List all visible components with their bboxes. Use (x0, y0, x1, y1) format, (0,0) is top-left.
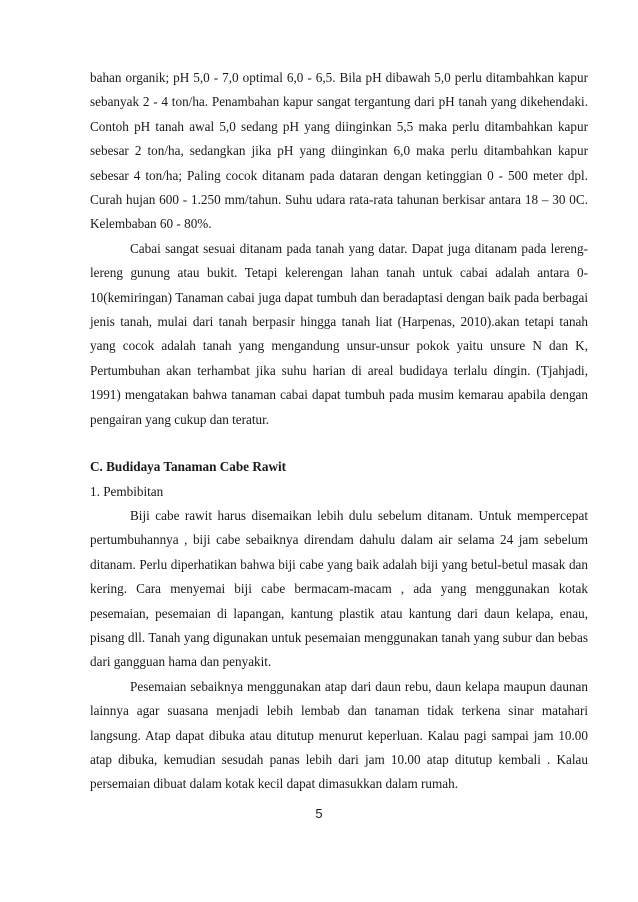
section-subheading: 1. Pembibitan (90, 483, 164, 499)
page-number: 5 (315, 806, 323, 821)
page-content (90, 66, 588, 797)
paragraph-seeding: Biji cabe rawit harus disemaikan lebih dulu sebelum ditanam. Untuk mempercepat pertumbuhannya , biji cabe sebaiknya direndam dahulu dalam air selama 24 jam sebelum ditanam. Perlu diperhatikan bahwa biji cabe yang baik adalah biji yang betul-betul masak dan kering. Cara menyemai biji cabe bermacam-macam , ada yang menggunakan kotak pesemaian, pesemaian di lapangan, kantung plastik atau kantung dari daun kelapa, enau, pisang dll. Tanah yang digunakan untuk pesemaian menggunakan tanah yang subur dan bebas dari gangguan hama dan penyakit. (90, 507, 588, 670)
paragraph-terrain: Cabai sangat sesuai ditanam pada tanah yang datar. Dapat juga ditanam pada lereng-lereng gunung atau bukit. Tetapi kelerengan lahan tanah untuk cabai adalah antara 0-10(kemiringan) Tanaman cabai juga dapat tumbuh dan beradaptasi dengan baik pada berbagai jenis tanah, mulai dari tanah berpasir hingga tanah liat (Harpenas, 2010).akan tetapi tanah yang cocok adalah tanah yang mengandung unsur-unsur pokok yaitu unsure N dan K, Pertumbuhan akan terhambat jika suhu harian di areal budidaya terlalu dingin. (Tjahjadi, 1991) mengatakan bahwa tanaman cabai dapat tumbuh pada musim kemarau apabila dengan pengairan yang cukup dan teratur. (90, 240, 588, 427)
spacer (90, 432, 588, 455)
paragraph-soil-ph: bahan organik; pH 5,0 - 7,0 optimal 6,0 - 6,5. Bila pH dibawah 5,0 perlu ditambahkan kapur sebanyak 2 - 4 ton/ha. Penambahan kapur sangat tergantung dari pH tanah yang dikehendaki. Contoh pH tanah awal 5,0 sedang pH yang diinginkan 5,5 maka perlu ditambahkan kapur sebesar 2 ton/ha, sedangkan jika pH yang diinginkan 6,0 maka perlu ditambahkan kapur sebesar 4 ton/ha; Paling cocok ditanam pada dataran dengan ketinggian 0 - 500 meter dpl. Curah hujan 600 - 1.250 mm/tahun. Suhu udara rata-rata tahunan berkisar antara 18 – 30 0C. Kelembaban 60 - 80%. (90, 70, 588, 232)
section-heading: C. Budidaya Tanaman Cabe Rawit (90, 459, 287, 475)
paragraph-nursery-roof: Pesemaian sebaiknya menggunakan atap dari daun rebu, daun kelapa maupun daunan lainnya agar suasana menjadi lebih lembab dan tanaman tidak terkena sinar matahari langsung. Atap dapat dibuka atau ditutup menurut keperluan. Kalau pagi sampai jam 10.00 atap dibuka, kemudian sesudah panas lebih dari jam 10.00 atap ditutup kembali . Kalau persemaian dibuat dalam kotak kecil dapat dimasukkan dalam rumah. (90, 678, 588, 792)
